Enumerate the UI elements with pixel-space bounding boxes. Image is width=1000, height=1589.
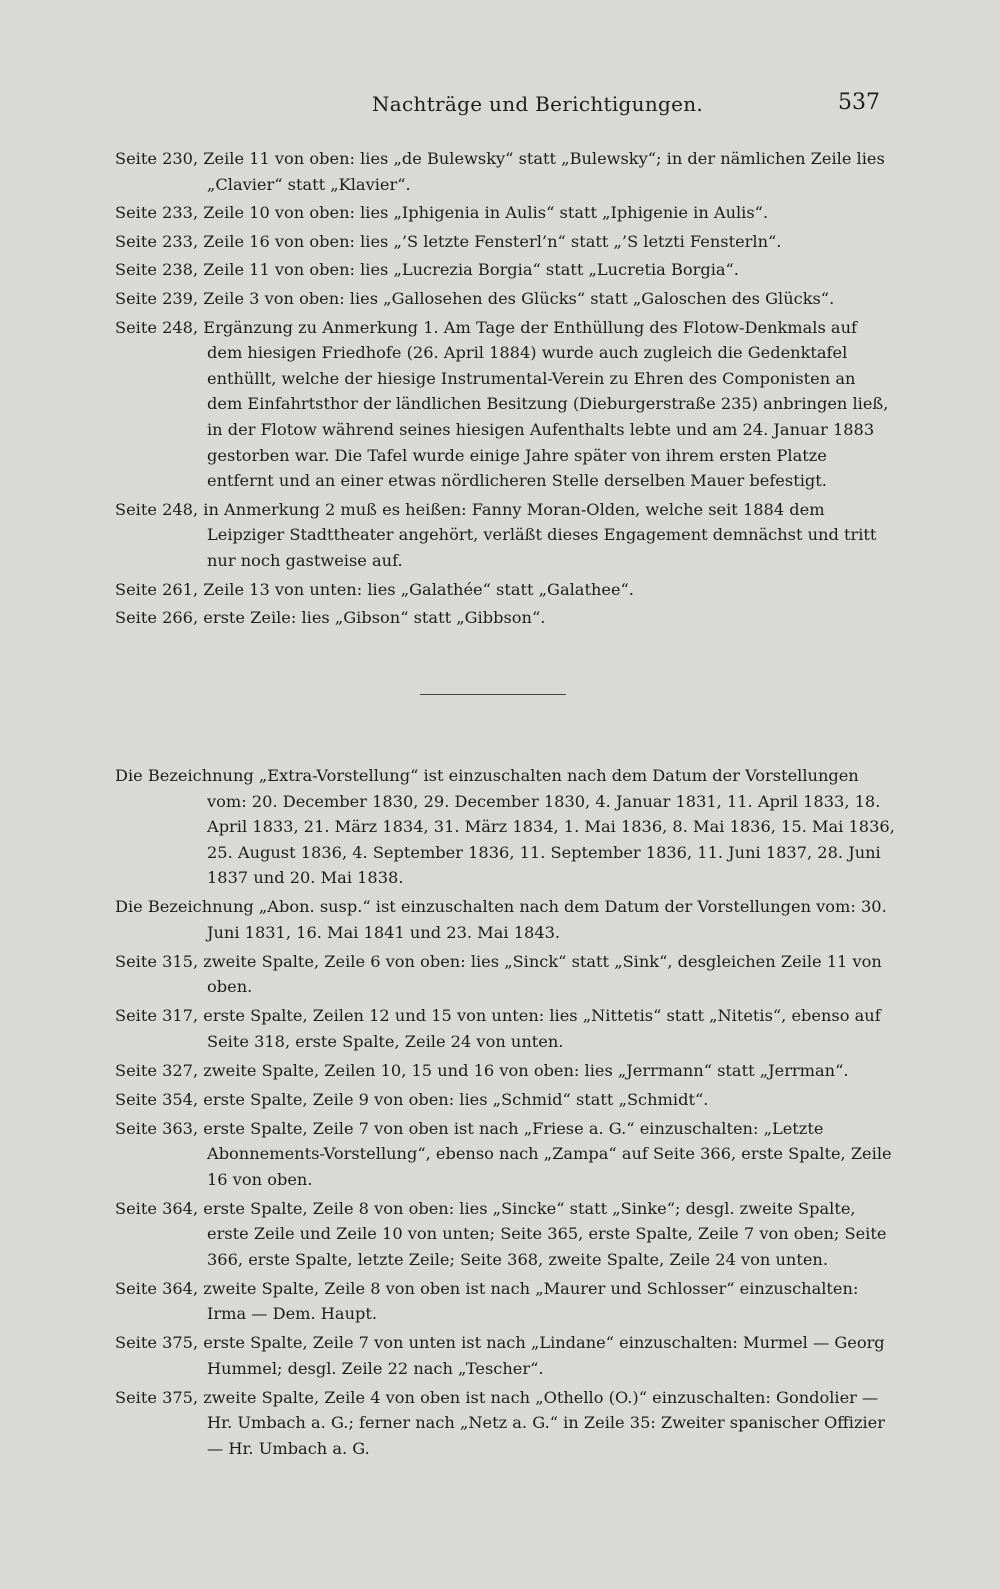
header-title: Nachträge und Berichtigungen. xyxy=(372,92,704,116)
correction-entry: Seite 233, Zeile 10 von oben: lies „Iphigenia in Aulis“ statt „Iphigenie in Aulis“. xyxy=(115,203,769,223)
note-entry: Seite 363, erste Spalte, Zeile 7 von oben ist nach „Friese a. G.“ einzuschalten: „Letzte Abonnements-Vorstellung“, ebenso nach „Zampa“ auf Seite 366, erste Spalte, Zeile 16 von oben. xyxy=(115,1118,892,1189)
correction-entry: Seite 266, erste Zeile: lies „Gibson“ statt „Gibbson“. xyxy=(115,608,546,628)
note-entry: Seite 315, zweite Spalte, Zeile 6 von oben: lies „Sinck“ statt „Sink“, desgleichen Zeile 11 von oben. xyxy=(115,951,882,997)
running-header xyxy=(0,92,1000,124)
notes-section xyxy=(115,763,895,1465)
correction-entry: Seite 239, Zeile 3 von oben: lies „Gallosehen des Glücks“ statt „Galoschen des Glücks“. xyxy=(115,288,835,308)
note-entry: Seite 317, erste Spalte, Zeilen 12 und 15 von unten: lies „Nittetis“ statt „Nitetis“, ebenso auf Seite 318, erste Spalte, Zeile 24 von unten. xyxy=(115,1006,881,1051)
correction-entry: Seite 233, Zeile 16 von oben: lies „’S letzte Fensterl’n“ statt „’S letzti Fensterln“. xyxy=(115,231,782,251)
correction-entry: Seite 238, Zeile 11 von oben: lies „Lucrezia Borgia“ statt „Lucretia Borgia“. xyxy=(115,260,739,280)
note-entry: Seite 364, zweite Spalte, Zeile 8 von oben ist nach „Maurer und Schlosser“ einzuschalten: Irma — Dem. Haupt. xyxy=(115,1278,859,1324)
note-entry: Seite 375, erste Spalte, Zeile 7 von unten ist nach „Lindane“ einzuschalten: Murmel — Georg Hummel; desgl. Zeile 22 nach „Tescher“. xyxy=(115,1333,885,1378)
section-divider xyxy=(420,694,566,695)
correction-entry: Seite 261, Zeile 13 von unten: lies „Galathée“ statt „Galathee“. xyxy=(115,579,634,599)
corrections-section xyxy=(115,146,895,634)
page-number: 537 xyxy=(838,90,880,115)
note-entry: Die Bezeichnung „Abon. susp.“ ist einzuschalten nach dem Datum der Vorstellungen vom: 30. Juni 1831, 16. Mai 1841 und 23. Mai 1843. xyxy=(115,897,887,942)
note-entry: Seite 375, zweite Spalte, Zeile 4 von oben ist nach „Othello (O.)“ einzuschalten: Gondolier — Hr. Umbach a. G.; ferner nach „Netz a. G.“ in Zeile 35: Zweiter spanischer Offizier — Hr. Umbach a. G. xyxy=(115,1387,885,1458)
note-entry: Die Bezeichnung „Extra-Vorstellung“ ist einzuschalten nach dem Datum der Vorstellungen vom: 20. December 1830, 29. December 1830, 4. Januar 1831, 11. April 1833, 18. April 1833, 21. März 1834, 31. März 1834, 1. Mai 1836, 8. Mai 1836, 15. Mai 1836, 25. August 1836, 4. September 1836, 11. September 1836, 11. Juni 1837, 28. Juni 1837 und 20. Mai 1838. xyxy=(115,766,895,888)
correction-entry: Seite 230, Zeile 11 von oben: lies „de Bulewsky“ statt „Bulewsky“; in der nämlichen Zeile lies „Clavier“ statt „Klavier“. xyxy=(115,149,885,194)
note-entry: Seite 364, erste Spalte, Zeile 8 von oben: lies „Sincke“ statt „Sinke“; desgl. zweite Spalte, erste Zeile und Zeile 10 von unten; Seite 365, erste Spalte, Zeile 7 von oben; Seite 366, erste Spalte, letzte Zeile; Seite 368, zweite Spalte, Zeile 24 von unten. xyxy=(115,1198,887,1269)
correction-entry: Seite 248, Ergänzung zu Anmerkung 1. Am Tage der Enthüllung des Flotow-Denkmals auf dem hiesigen Friedhofe (26. April 1884) wurde auch zugleich die Gedenktafel enthüllt, welche der hiesige Instrumental-Verein zu Ehren des Componisten an dem Einfahrtsthor der ländlichen Besitzung (Dieburgerstraße 235) anbringen ließ, in der Flotow während seines hiesigen Aufenthalts lebte und am 24. Januar 1883 gestorben war. Die Tafel wurde einige Jahre später von ihrem ersten Platze entfernt und an einer etwas nördlicheren Stelle derselben Mauer befestigt. xyxy=(115,317,889,491)
correction-entry: Seite 248, in Anmerkung 2 muß es heißen: Fanny Moran-Olden, welche seit 1884 dem Leipziger Stadttheater angehört, verläßt dieses Engagement demnächst und tritt nur noch gastweise auf. xyxy=(115,499,877,570)
note-entry: Seite 354, erste Spalte, Zeile 9 von oben: lies „Schmid“ statt „Schmidt“. xyxy=(115,1089,709,1109)
note-entry: Seite 327, zweite Spalte, Zeilen 10, 15 und 16 von oben: lies „Jerrmann“ statt „Jerrman“. xyxy=(115,1060,849,1080)
